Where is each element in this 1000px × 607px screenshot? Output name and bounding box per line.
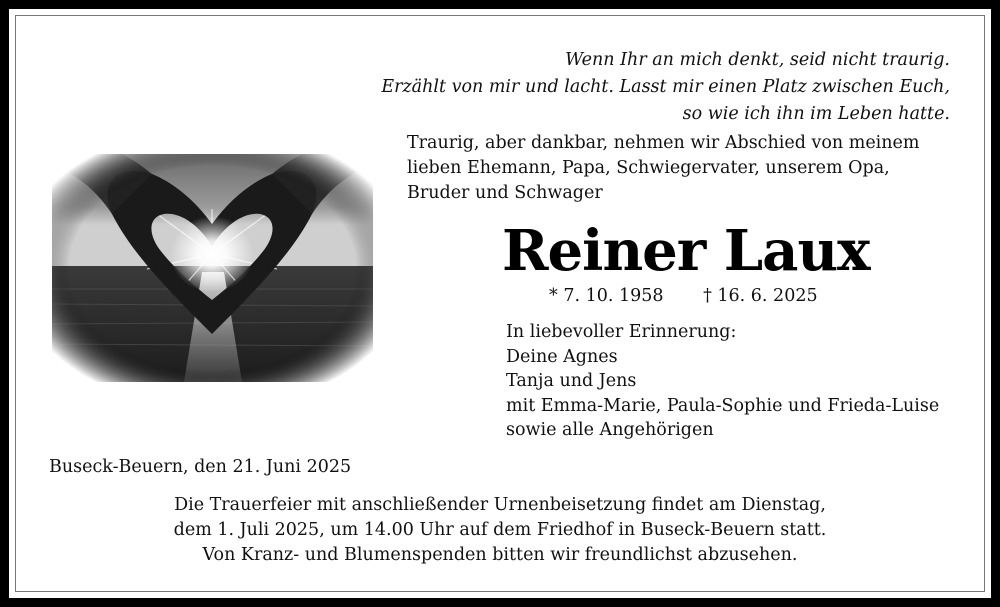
life-dates [549, 284, 818, 308]
heart-hands-sunset-photo [52, 154, 373, 382]
intro-line: Bruder und Schwager [407, 183, 603, 203]
deceased-name: Reiner Laux [502, 218, 870, 284]
poem-line: Erzählt von mir und lacht. Lasst mir einen Platz zwischen Euch, [381, 77, 950, 97]
poem [350, 47, 950, 128]
family-line: mit Emma-Marie, Paula-Sophie und Frieda-Luise [506, 395, 940, 416]
poem-line: so wie ich ihn im Leben hatte. [682, 104, 950, 124]
service-info [9, 493, 991, 568]
family-line: In liebevoller Erinnerung: [506, 322, 737, 342]
intro-line: lieben Ehemann, Papa, Schwiegervater, unserem Opa, [407, 158, 890, 178]
intro-text [407, 131, 967, 206]
family-line: sowie alle Angehörigen [506, 420, 714, 440]
intro-line: Traurig, aber dankbar, nehmen wir Abschied von meinem [407, 133, 920, 153]
service-line: dem 1. Juli 2025, um 14.00 Uhr auf dem Friedhof in Buseck-Beuern statt. [173, 520, 827, 540]
family-line: Deine Agnes [506, 346, 618, 367]
place-and-date: Buseck-Beuern, den 21. Juni 2025 [49, 457, 352, 477]
death-date: † 16. 6. 2025 [703, 286, 818, 306]
obituary-card [9, 9, 991, 598]
service-line: Von Kranz- und Blumenspenden bitten wir freundlichst abzusehen. [202, 545, 798, 565]
family-line: Tanja und Jens [506, 371, 637, 391]
service-line: Die Trauerfeier mit anschließender Urnenbeisetzung findet am Dienstag, [174, 495, 826, 515]
family-signature [506, 320, 976, 443]
birth-date: * 7. 10. 1958 [549, 286, 664, 306]
poem-line: Wenn Ihr an mich denkt, seid nicht traurig. [565, 50, 950, 70]
